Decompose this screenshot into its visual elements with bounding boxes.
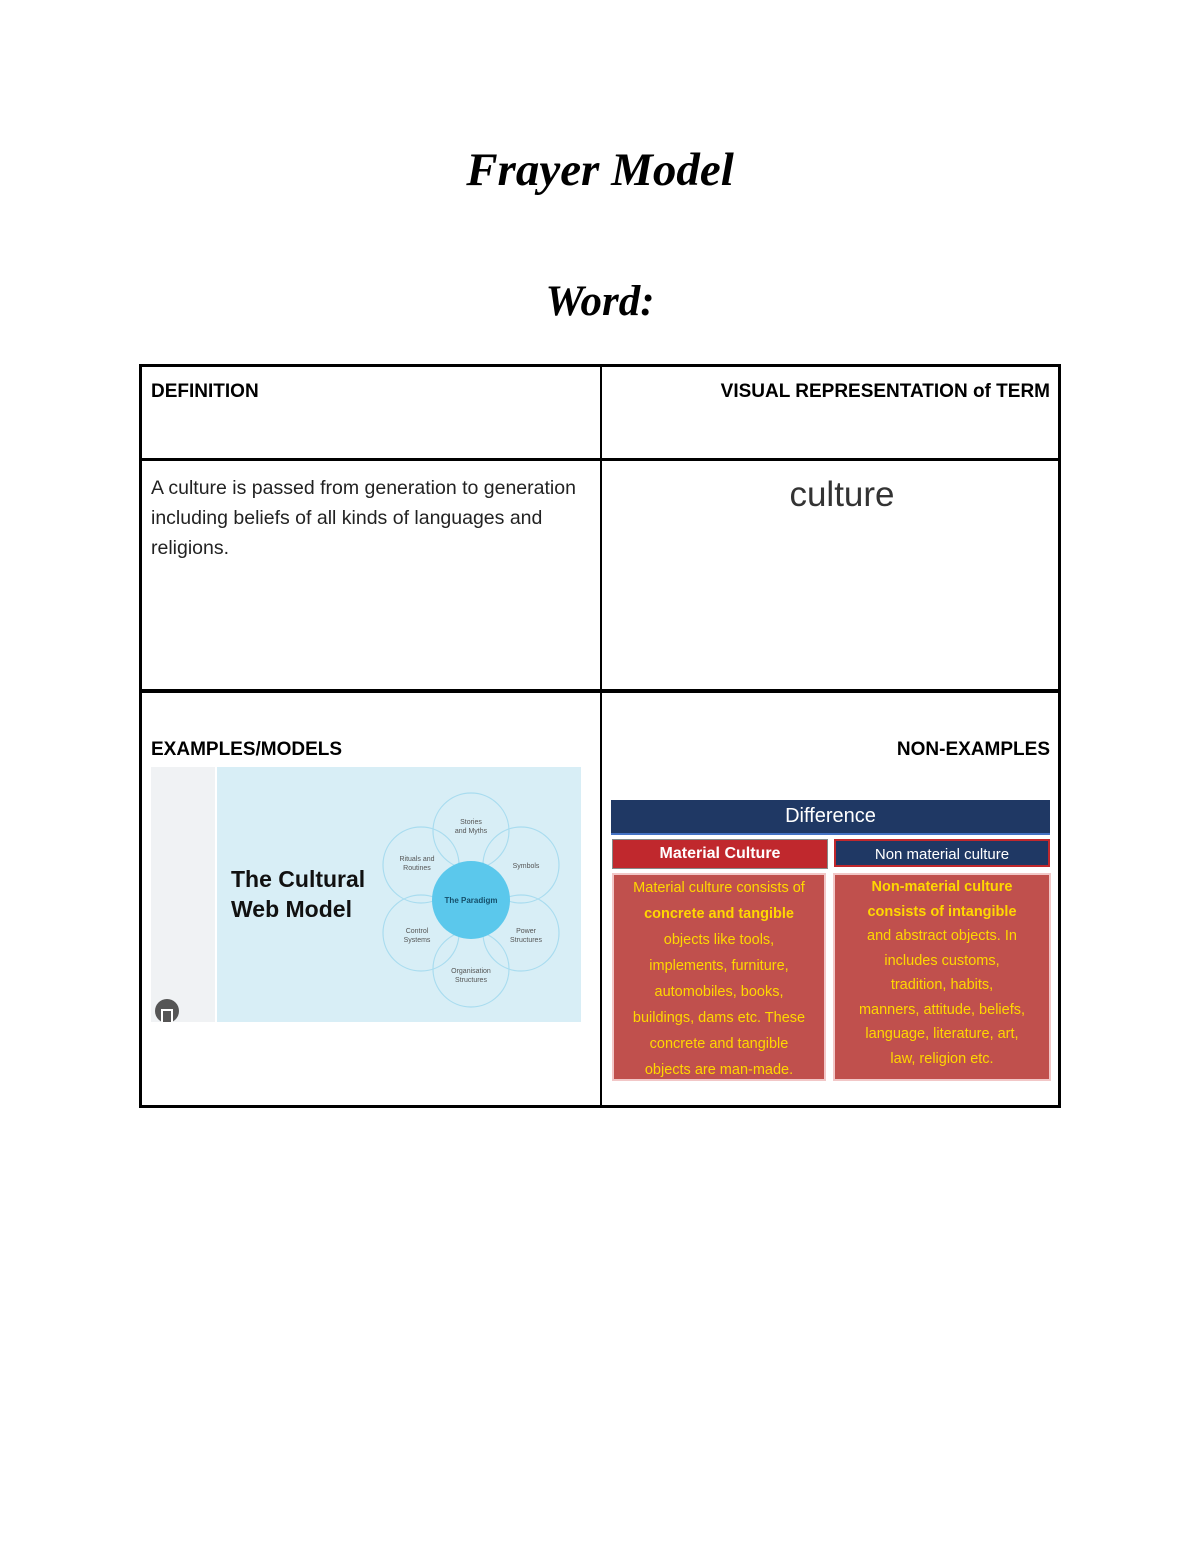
nonmaterial-line-5: tradition, habits,: [890, 977, 994, 993]
nonmaterial-line-3: and abstract objects. In: [867, 928, 1017, 944]
petal-label-control: Control: [405, 928, 429, 935]
petal-label-stories: Stories: [460, 819, 482, 826]
paradigm-label: The Paradigm: [444, 896, 498, 905]
petal-label-org-structures: Structures: [455, 977, 487, 984]
definition-text: A culture is passed from generation to generation including beliefs of all kinds of languages and religions.: [151, 477, 576, 559]
material-line-6: buildings, dams etc. These: [632, 1010, 806, 1026]
examples-header: EXAMPLES/MODELS: [151, 739, 343, 760]
visual-header: VISUAL REPRESENTATION of TERM: [720, 381, 1050, 402]
nonmaterial-line-8: law, religion etc.: [890, 1050, 994, 1067]
definition-header: DEFINITION: [151, 381, 259, 402]
row-divider-2: [142, 689, 1058, 693]
petal-label-symbols: Symbols: [512, 863, 540, 870]
visual-text: culture: [789, 475, 895, 514]
petal-label-power: Power: [516, 928, 536, 935]
cultural-web-title: [231, 864, 365, 924]
cultural-web-title-line2: Web Model: [231, 896, 352, 922]
cultural-web-diagram: [151, 767, 581, 1022]
material-culture-header: Material Culture: [612, 839, 828, 869]
petal-label-systems: Systems: [403, 937, 431, 944]
material-culture-box: [612, 873, 826, 1081]
material-line-8: objects are man-made.: [644, 1062, 794, 1078]
petal-label-organisation: Organisation: [451, 968, 491, 975]
material-line-3: objects like tools,: [663, 932, 775, 948]
row-divider-1: [142, 458, 1058, 461]
material-line-4: implements, furniture,: [649, 958, 789, 974]
nonmaterial-line-2: consists of intangible: [867, 903, 1017, 920]
difference-header: Difference: [611, 800, 1050, 835]
cultural-web-title-line1: The Cultural: [231, 866, 366, 892]
cultural-web-image: [151, 767, 581, 1022]
petal-label-structures: Structures: [510, 937, 542, 944]
nonmaterial-culture-box: [833, 873, 1051, 1081]
material-line-7: concrete and tangible: [649, 1036, 789, 1052]
material-line-1: Material culture consists of: [633, 880, 805, 896]
nonmaterial-culture-header: Non material culture: [834, 839, 1050, 867]
material-line-5: automobiles, books,: [654, 984, 784, 1000]
word-label: Word:: [545, 278, 655, 325]
page-title: Frayer Model: [466, 144, 734, 196]
petal-label-rituals: Rituals and: [399, 856, 435, 863]
petal-label-myths: and Myths: [454, 828, 488, 835]
material-line-2: concrete and tangible: [644, 906, 794, 922]
nonmaterial-line-6: manners, attitude, beliefs,: [858, 1001, 1026, 1018]
nonexamples-header: NON-EXAMPLES: [896, 739, 1050, 760]
nonmaterial-line-4: includes customs,: [884, 952, 1000, 969]
petal-label-routines: Routines: [403, 865, 431, 872]
difference-image: [610, 799, 1053, 1083]
nonmaterial-line-7: language, literature, art,: [865, 1026, 1019, 1042]
image-watermark-icon: [155, 999, 179, 1022]
nonmaterial-line-1: Non-material culture: [871, 879, 1013, 895]
